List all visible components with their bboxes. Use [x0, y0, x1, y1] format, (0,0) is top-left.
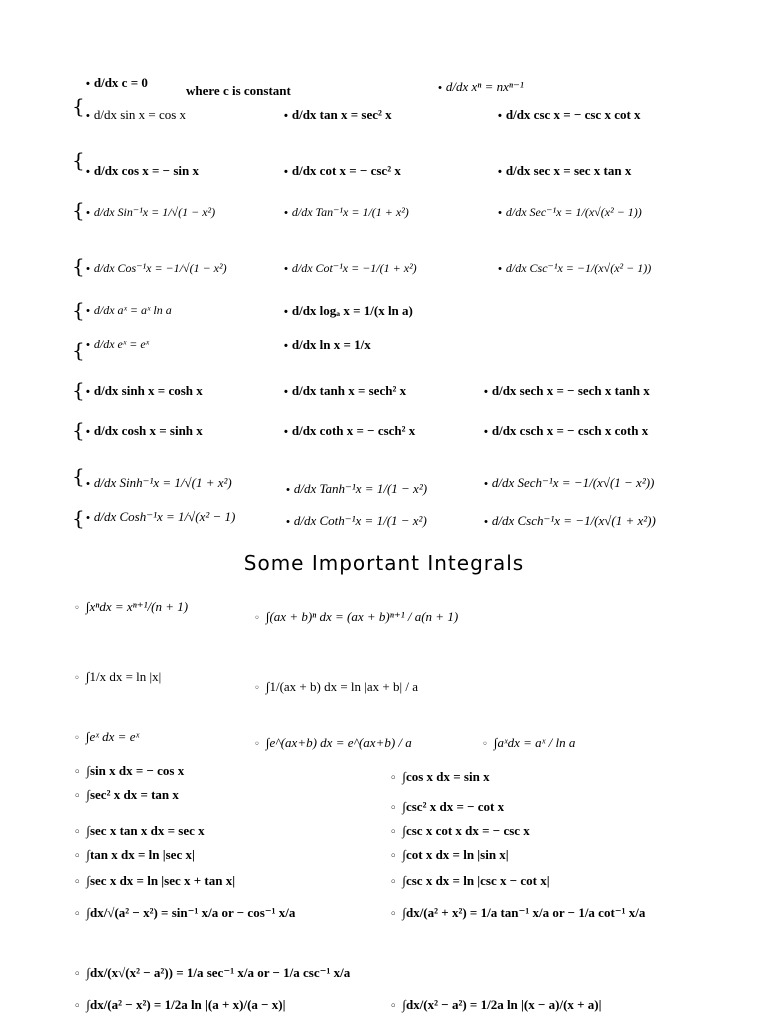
- brace-decoration: {: [72, 506, 85, 530]
- integral-linear-reciprocal: ◦ ∫1/(ax + b) dx = ln |ax + b| / a: [254, 680, 418, 694]
- brace-decoration: {: [72, 464, 85, 488]
- derivative-sech: • d/dx sech x = − sech x tanh x: [484, 384, 650, 398]
- integral-csc2: ◦ ∫csc² x dx = − cot x: [390, 800, 504, 814]
- integral-log-plus: ◦ ∫dx/(a² − x²) = 1/2a ln |(a + x)/(a − x)|: [74, 998, 286, 1012]
- derivative-power: • d/dx xⁿ = nxⁿ⁻¹: [438, 80, 524, 94]
- integrals-section-title: Some Important Integrals: [243, 551, 525, 575]
- derivative-constant-note: where c is constant: [186, 83, 291, 98]
- derivative-arctan: • d/dx Tan⁻¹x = 1/(1 + x²): [284, 206, 409, 219]
- derivative-arcsinh: • d/dx Sinh⁻¹x = 1/√(1 + x²): [86, 476, 232, 490]
- integral-linear-power: ◦ ∫(ax + b)ⁿ dx = (ax + b)ⁿ⁺¹ / a(n + 1): [254, 610, 458, 624]
- integral-exp-linear: ◦ ∫e^(ax+b) dx = e^(ax+b) / a: [254, 736, 412, 750]
- integral-exp: ◦ ∫eˣ dx = eˣ: [74, 730, 139, 744]
- derivative-arctanh: • d/dx Tanh⁻¹x = 1/(1 − x²): [286, 482, 427, 496]
- integral-csccot: ◦ ∫csc x cot x dx = − csc x: [390, 824, 530, 838]
- integral-reciprocal: ◦ ∫1/x dx = ln |x|: [74, 670, 161, 684]
- derivative-cosh: • d/dx cosh x = sinh x: [86, 424, 203, 438]
- integral-log-minus: ◦ ∫dx/(x² − a²) = 1/2a ln |(x − a)/(x + a)|: [390, 998, 602, 1012]
- integral-cot: ◦ ∫cot x dx = ln |sin x|: [390, 848, 509, 862]
- integral-exp-a: ◦ ∫aˣdx = aˣ / ln a: [482, 736, 575, 750]
- derivative-arcsech: • d/dx Sech⁻¹x = −1/(x√(1 − x²)): [484, 476, 654, 490]
- derivative-tanh: • d/dx tanh x = sech² x: [284, 384, 406, 398]
- integral-cos: ◦ ∫cos x dx = sin x: [390, 770, 490, 784]
- brace-decoration: {: [72, 418, 85, 442]
- derivative-cot: • d/dx cot x = − csc² x: [284, 164, 401, 178]
- derivative-ln: • d/dx ln x = 1/x: [284, 338, 371, 352]
- derivative-arccsch: • d/dx Csch⁻¹x = −1/(x√(1 + x²)): [484, 514, 656, 528]
- derivative-coth: • d/dx coth x = − csch² x: [284, 424, 415, 438]
- brace-decoration: {: [72, 148, 85, 172]
- derivative-sinh: • d/dx sinh x = cosh x: [86, 384, 203, 398]
- derivative-sin: • d/dx sin x = cos x: [86, 108, 186, 122]
- derivative-exp-e: • d/dx eˣ = eˣ: [86, 338, 149, 351]
- derivative-log-a: • d/dx logₐ x = 1/(x ln a): [284, 304, 413, 318]
- derivative-csch: • d/dx csch x = − csch x coth x: [484, 424, 648, 438]
- integral-arcsec: ◦ ∫dx/(x√(x² − a²)) = 1/a sec⁻¹ x/a or − 1/a csc⁻¹ x/a: [74, 966, 350, 980]
- derivative-arcsec: • d/dx Sec⁻¹x = 1/(x√(x² − 1)): [498, 206, 642, 219]
- integral-sec2: ◦ ∫sec² x dx = tan x: [74, 788, 179, 802]
- derivative-cos: • d/dx cos x = − sin x: [86, 164, 199, 178]
- derivative-constant: • d/dx c = 0: [86, 76, 148, 90]
- integral-sin: ◦ ∫sin x dx = − cos x: [74, 764, 184, 778]
- derivative-arccos: • d/dx Cos⁻¹x = −1/√(1 − x²): [86, 262, 227, 275]
- brace-decoration: {: [72, 298, 85, 322]
- derivative-csc: • d/dx csc x = − csc x cot x: [498, 108, 641, 122]
- brace-decoration: {: [72, 198, 85, 222]
- brace-decoration: {: [72, 254, 85, 278]
- derivative-sec: • d/dx sec x = sec x tan x: [498, 164, 631, 178]
- derivative-arccsc: • d/dx Csc⁻¹x = −1/(x√(x² − 1)): [498, 262, 651, 275]
- derivative-arccoth: • d/dx Coth⁻¹x = 1/(1 − x²): [286, 514, 427, 528]
- brace-decoration: {: [72, 378, 85, 402]
- derivative-arccosh: • d/dx Cosh⁻¹x = 1/√(x² − 1): [86, 510, 235, 524]
- integral-csc: ◦ ∫csc x dx = ln |csc x − cot x|: [390, 874, 550, 888]
- integral-sectan: ◦ ∫sec x tan x dx = sec x: [74, 824, 205, 838]
- derivative-arcsin: • d/dx Sin⁻¹x = 1/√(1 − x²): [86, 206, 215, 219]
- derivative-tan: • d/dx tan x = sec² x: [284, 108, 392, 122]
- integral-tan: ◦ ∫tan x dx = ln |sec x|: [74, 848, 195, 862]
- derivative-arccot: • d/dx Cot⁻¹x = −1/(1 + x²): [284, 262, 417, 275]
- integral-arcsin: ◦ ∫dx/√(a² − x²) = sin⁻¹ x/a or − cos⁻¹ x/a: [74, 906, 295, 920]
- integral-power: ◦ ∫xⁿdx = xⁿ⁺¹/(n + 1): [74, 600, 188, 614]
- derivative-exp-a: • d/dx aˣ = aˣ ln a: [86, 304, 172, 317]
- integral-sec: ◦ ∫sec x dx = ln |sec x + tan x|: [74, 874, 235, 888]
- integral-arctan: ◦ ∫dx/(a² + x²) = 1/a tan⁻¹ x/a or − 1/a cot⁻¹ x/a: [390, 906, 645, 920]
- brace-decoration: {: [72, 338, 85, 362]
- brace-decoration: {: [72, 94, 85, 118]
